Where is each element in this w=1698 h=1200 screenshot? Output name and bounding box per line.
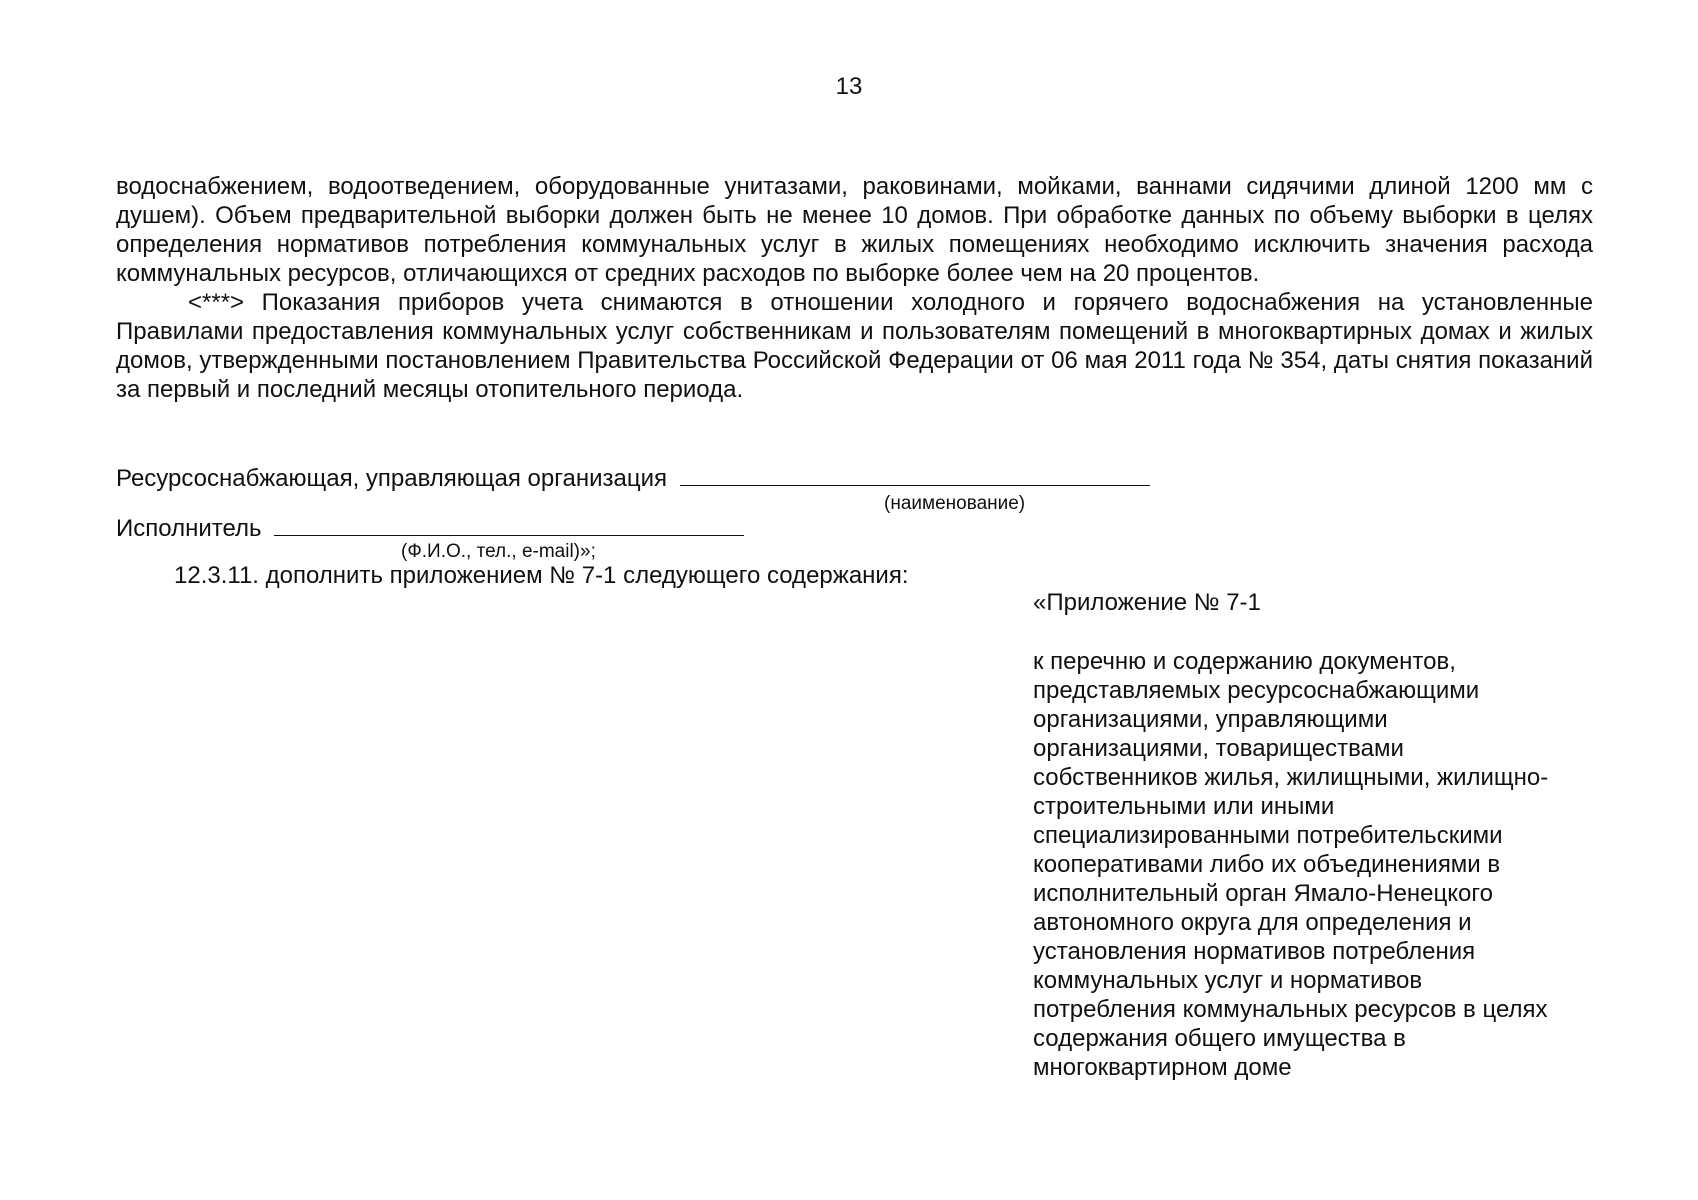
organization-signature-line xyxy=(116,464,1316,493)
organization-blank xyxy=(680,465,1150,486)
document-body xyxy=(116,172,1593,404)
organization-caption: (наименование) xyxy=(884,493,1026,514)
appendix-description: к перечню и содержанию документов, представляемых ресурсоснабжающими организациями, управляющими организациями, товариществами собственников жилья, жилищными, жилищно-строительными или иными специализированными потребительскими кооперативами либо их объединениями в исполнительный орган Ямало-Ненецкого автономного округа для определения и установления нормативов потребления коммунальных услуг и нормативов потребления коммунальных ресурсов в целях содержания общего имущества в многоквартирном доме xyxy=(1033,648,1549,1081)
appendix-title: «Приложение № 7-1 xyxy=(1033,589,1261,616)
page-number: 13 xyxy=(835,73,863,100)
executor-label: Исполнитель xyxy=(116,515,262,542)
paragraph-continuation: водоснабжением, водоотведением, оборудованные унитазами, раковинами, мойками, ваннами сидячими длиной 1200 мм с душем). Объем предварительной выборки должен быть не менее 10 домов. При обработке данных по объему выборки в целях определения нормативов потребления коммунальных услуг в жилых помещениях необходимо исключить значения расхода коммунальных ресурсов, отличающихся от средних расходов по выборке более чем на 20 процентов. xyxy=(116,173,1593,287)
appendix-header xyxy=(1033,588,1593,1082)
executor-signature-line xyxy=(116,514,1316,543)
paragraph-footnote-meters: <***> Показания приборов учета снимаются в отношении холодного и горячего водоснабжения на установленные Правилами предоставления коммунальных услуг собственникам и пользователям помещений в многоквартирных домах и жилых домов, утвержденными постановлением Правительства Российской Федерации от 06 мая 2011 года № 354, даты снятия показаний за первый и последний месяцы отопительного периода. xyxy=(116,289,1593,403)
organization-label: Ресурсоснабжающая, управляющая организация xyxy=(116,465,667,492)
executor-blank xyxy=(274,515,744,536)
executor-caption: (Ф.И.О., тел., e-mail)»; xyxy=(401,541,596,562)
amendment-item: 12.3.11. дополнить приложением № 7-1 следующего содержания: xyxy=(174,562,909,589)
